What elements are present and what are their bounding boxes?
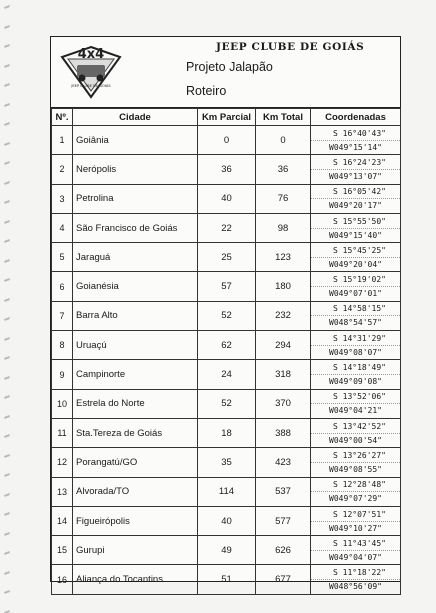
longitude: W048°56'09" (311, 579, 400, 593)
km-parcial: 18 (198, 418, 256, 447)
km-total: 180 (256, 272, 311, 301)
row-number: 16 (52, 565, 73, 594)
city-name: São Francisco de Goiás (73, 213, 198, 242)
latitude: S 15°19'02" (333, 275, 386, 285)
club-title: JEEP CLUBE DE GOIÁS (216, 41, 365, 53)
km-parcial: 22 (198, 213, 256, 242)
table-row (52, 331, 401, 360)
latitude: S 13°26'27" (333, 450, 386, 460)
coordinates (311, 360, 401, 389)
table-row (52, 536, 401, 565)
row-number: 5 (52, 243, 73, 272)
route-sheet (50, 36, 401, 592)
latitude: S 16°40'43" (333, 128, 386, 138)
row-number: 8 (52, 331, 73, 360)
table-body (52, 126, 401, 595)
project-title: Projeto Jalapão (186, 60, 273, 74)
km-parcial: 35 (198, 448, 256, 477)
route-table (51, 108, 401, 595)
header-number: Nº. (52, 109, 73, 126)
table-row (52, 418, 401, 447)
city-name: Barra Alto (73, 301, 198, 330)
km-total: 388 (256, 418, 311, 447)
coordinates (311, 301, 401, 330)
latitude: S 14°18'49" (333, 363, 386, 373)
city-name: Aliança do Tocantins (73, 565, 198, 594)
svg-text:JEEP CLUBE DE GOIÁS: JEEP CLUBE DE GOIÁS (70, 84, 111, 88)
jeep-4x4-logo-icon (58, 43, 124, 101)
city-name: Alvorada/TO (73, 477, 198, 506)
binder-holes (4, 6, 14, 594)
header-coordinates: Coordenadas (311, 109, 401, 126)
latitude: S 14°58'15" (333, 304, 386, 314)
latitude: S 12°28'48" (333, 480, 386, 490)
latitude: S 16°05'42" (333, 187, 386, 197)
city-name: Goiânia (73, 126, 198, 155)
km-total: 423 (256, 448, 311, 477)
km-total: 370 (256, 389, 311, 418)
city-name: Porangatú/GO (73, 448, 198, 477)
city-name: Gurupi (73, 536, 198, 565)
longitude: W049°13'07" (311, 169, 400, 183)
table-row (52, 184, 401, 213)
latitude: S 14°31'29" (333, 333, 386, 343)
table-header-row (52, 109, 401, 126)
table-row (52, 448, 401, 477)
km-parcial: 24 (198, 360, 256, 389)
coordinates (311, 389, 401, 418)
row-number: 9 (52, 360, 73, 389)
header-titles (130, 37, 400, 107)
latitude: S 11°18'22" (333, 568, 386, 578)
coordinates (311, 477, 401, 506)
coordinates (311, 418, 401, 447)
table-row (52, 477, 401, 506)
longitude: W049°08'55" (311, 462, 400, 476)
km-parcial: 25 (198, 243, 256, 272)
coordinates (311, 536, 401, 565)
longitude: W049°04'07" (311, 550, 400, 564)
coordinates (311, 448, 401, 477)
longitude: W049°07'29" (311, 491, 400, 505)
longitude: W049°04'21" (311, 403, 400, 417)
city-name: Petrolina (73, 184, 198, 213)
km-total: 123 (256, 243, 311, 272)
coordinates (311, 126, 401, 155)
table-row (52, 126, 401, 155)
coordinates (311, 272, 401, 301)
km-parcial: 62 (198, 331, 256, 360)
row-number: 11 (52, 418, 73, 447)
row-number: 6 (52, 272, 73, 301)
table-row (52, 360, 401, 389)
km-parcial: 51 (198, 565, 256, 594)
table-row (52, 213, 401, 242)
table-row (52, 155, 401, 184)
header-km-total: Km Total (256, 109, 311, 126)
longitude: W049°15'40" (311, 228, 400, 242)
km-parcial: 0 (198, 126, 256, 155)
km-parcial: 49 (198, 536, 256, 565)
longitude: W049°20'17" (311, 198, 400, 212)
row-number: 15 (52, 536, 73, 565)
city-name: Figueirópolis (73, 506, 198, 535)
row-number: 14 (52, 506, 73, 535)
longitude: W049°10'27" (311, 521, 400, 535)
km-parcial: 40 (198, 184, 256, 213)
longitude: W049°08'07" (311, 345, 400, 359)
row-number: 10 (52, 389, 73, 418)
km-total: 232 (256, 301, 311, 330)
latitude: S 11°43'45" (333, 538, 386, 548)
longitude: W049°00'54" (311, 433, 400, 447)
km-total: 36 (256, 155, 311, 184)
table-row (52, 272, 401, 301)
row-number: 12 (52, 448, 73, 477)
latitude: S 13°42'52" (333, 421, 386, 431)
header-city: Cidade (73, 109, 198, 126)
sheet-header (51, 37, 400, 108)
longitude: W048°54'57" (311, 315, 400, 329)
table-row (52, 506, 401, 535)
longitude: W049°07'01" (311, 286, 400, 300)
longitude: W049°09'08" (311, 374, 400, 388)
latitude: S 16°24'23" (333, 157, 386, 167)
table-row (52, 301, 401, 330)
row-number: 13 (52, 477, 73, 506)
km-parcial: 114 (198, 477, 256, 506)
row-number: 4 (52, 213, 73, 242)
document-subtitle: Roteiro (186, 84, 227, 98)
km-parcial: 52 (198, 389, 256, 418)
km-total: 537 (256, 477, 311, 506)
header-km-parcial: Km Parcial (198, 109, 256, 126)
latitude: S 12°07'51" (333, 509, 386, 519)
coordinates (311, 331, 401, 360)
coordinates (311, 506, 401, 535)
latitude: S 15°45'25" (333, 245, 386, 255)
coordinates (311, 213, 401, 242)
city-name: Nerópolis (73, 155, 198, 184)
longitude: W049°15'14" (311, 140, 400, 154)
km-parcial: 57 (198, 272, 256, 301)
coordinates (311, 155, 401, 184)
table-row (52, 565, 401, 594)
km-parcial: 36 (198, 155, 256, 184)
table-row (52, 389, 401, 418)
row-number: 3 (52, 184, 73, 213)
city-name: Goianésia (73, 272, 198, 301)
km-parcial: 40 (198, 506, 256, 535)
city-name: Jaraguá (73, 243, 198, 272)
city-name: Campinorte (73, 360, 198, 389)
city-name: Sta.Tereza de Goiás (73, 418, 198, 447)
row-number: 2 (52, 155, 73, 184)
coordinates (311, 184, 401, 213)
km-total: 677 (256, 565, 311, 594)
row-number: 1 (52, 126, 73, 155)
km-total: 98 (256, 213, 311, 242)
city-name: Estrela do Norte (73, 389, 198, 418)
table-row (52, 243, 401, 272)
latitude: S 13°52'06" (333, 392, 386, 402)
row-number: 7 (52, 301, 73, 330)
coordinates (311, 243, 401, 272)
km-total: 76 (256, 184, 311, 213)
longitude: W049°20'04" (311, 257, 400, 271)
coordinates (311, 565, 401, 594)
club-logo (51, 37, 130, 107)
svg-text:4x4: 4x4 (77, 47, 104, 62)
km-total: 626 (256, 536, 311, 565)
km-total: 0 (256, 126, 311, 155)
km-total: 318 (256, 360, 311, 389)
city-name: Uruaçú (73, 331, 198, 360)
km-total: 294 (256, 331, 311, 360)
km-total: 577 (256, 506, 311, 535)
km-parcial: 52 (198, 301, 256, 330)
latitude: S 15°55'50" (333, 216, 386, 226)
